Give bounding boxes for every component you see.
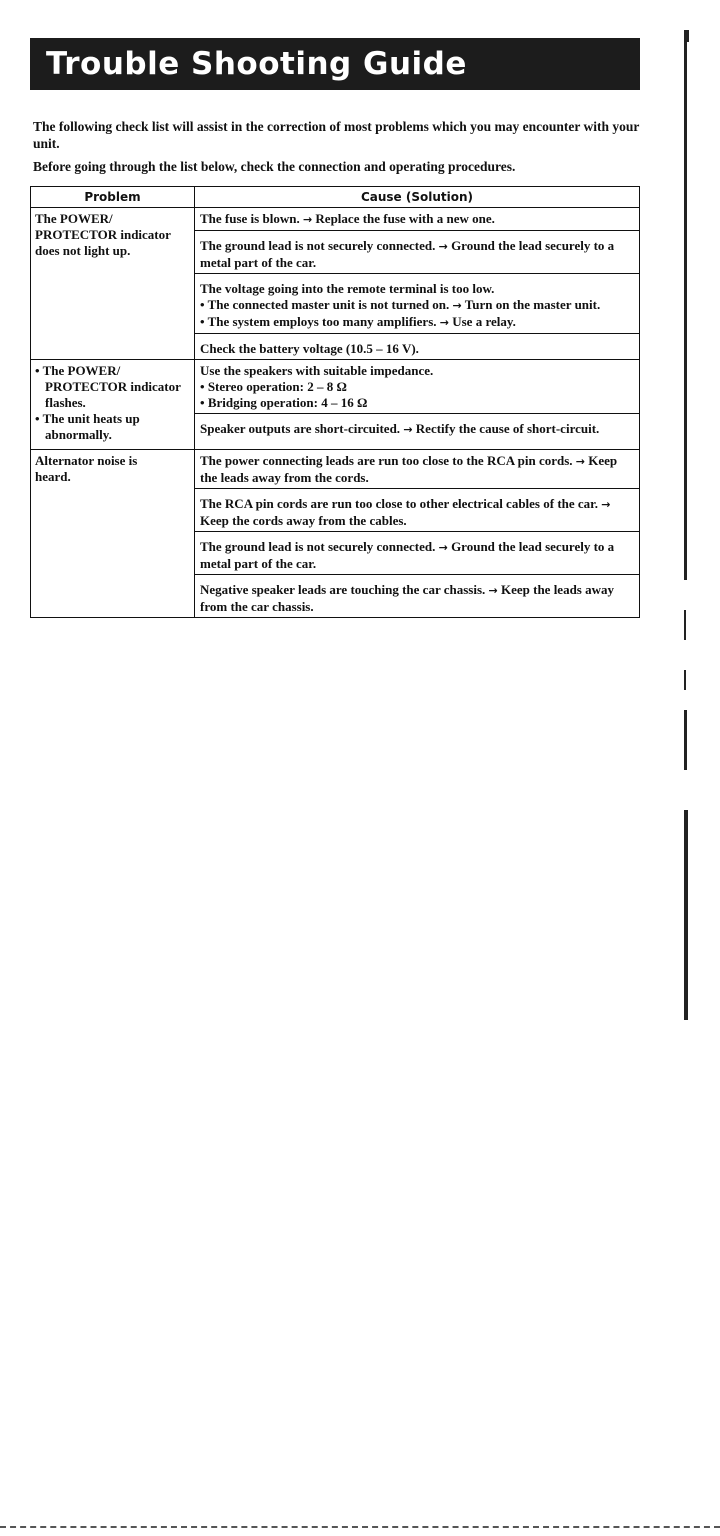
table-header-row	[31, 187, 640, 208]
solution-text: Keep the leads away from the car chassis.	[200, 582, 615, 614]
intro-paragraph: Before going through the list below, check the connection and operating procedures.	[33, 159, 516, 174]
cause-text: Use the speakers with suitable impedance.	[200, 363, 434, 378]
arrow-icon: →	[403, 423, 413, 436]
bullet-icon: •	[200, 297, 205, 312]
solution-text: Replace the fuse with a new one.	[315, 211, 495, 226]
cause-text: Speaker outputs are short-circuited.	[200, 421, 401, 436]
table-row	[31, 208, 640, 360]
cause-text: The system employs too many amplifiers.	[207, 314, 437, 329]
cause-bullet	[200, 297, 634, 314]
cause-item	[195, 579, 639, 617]
solution-text: Use a relay.	[452, 314, 516, 329]
cause-column-header: Cause (Solution)	[195, 187, 640, 208]
problem-text: Alternator noise is	[35, 453, 138, 468]
cause-cell	[195, 208, 640, 360]
bullet-icon: •	[200, 395, 205, 410]
intro-paragraph: The following check list will assist in the correction of most problems which you may encounter with your unit.	[33, 119, 640, 151]
arrow-icon: →	[575, 455, 586, 468]
cause-cell	[195, 360, 640, 450]
cause-text: The ground lead is not securely connected.	[200, 238, 436, 253]
cause-bullet	[200, 379, 634, 395]
bullet-icon: •	[35, 363, 40, 378]
arrow-icon: →	[452, 299, 462, 312]
arrow-icon: →	[439, 316, 449, 329]
table-row	[31, 360, 640, 450]
solution-text: Rectify the cause of short-circuit.	[415, 421, 600, 436]
problem-cell	[31, 208, 195, 360]
problem-text: does not light up.	[35, 243, 131, 258]
cause-item	[195, 208, 639, 231]
problem-text: PROTECTOR indicator	[35, 227, 171, 242]
problem-cell	[31, 450, 195, 618]
problem-text: The unit heats up abnormally.	[42, 411, 140, 442]
cause-text: The ground lead is not securely connected.	[200, 539, 436, 554]
cause-bullet	[200, 395, 634, 411]
cause-text: The voltage going into the remote terminal is too low.	[200, 281, 495, 296]
cause-text: The power connecting leads are run too close to the RCA pin cords.	[200, 453, 573, 468]
problem-text: The POWER/ PROTECTOR indicator flashes.	[42, 363, 181, 410]
solution-text: Turn on the master unit.	[464, 297, 601, 312]
cause-item	[195, 360, 639, 414]
table-row	[31, 450, 640, 618]
page-title: Trouble Shooting Guide	[46, 46, 467, 82]
cause-item	[195, 418, 639, 440]
arrow-icon: →	[438, 541, 448, 554]
cause-item	[195, 338, 639, 359]
cause-item	[195, 278, 639, 334]
scan-bottom-edge	[0, 1526, 720, 1532]
problem-cell	[31, 360, 195, 450]
cause-text: The connected master unit is not turned on.	[207, 297, 450, 312]
scan-edge-artifact	[682, 30, 690, 990]
problem-column-header: Problem	[31, 187, 195, 208]
cause-item	[195, 235, 639, 274]
bullet-icon: •	[200, 379, 205, 394]
problem-bullet	[35, 363, 190, 411]
cause-item	[195, 536, 639, 575]
cause-text: Stereo operation: 2 – 8 Ω	[207, 379, 347, 394]
solution-text: Keep the leads away from the cords.	[200, 453, 618, 485]
cause-item	[195, 450, 639, 489]
page-title-banner	[30, 38, 640, 90]
problem-bullet	[35, 411, 190, 443]
arrow-icon: →	[438, 240, 448, 253]
cause-bullet	[200, 314, 634, 331]
solution-text: Ground the lead securely to a metal part of the car.	[200, 238, 615, 270]
cause-text: Negative speaker leads are touching the car chassis.	[200, 582, 486, 597]
arrow-icon: →	[302, 213, 313, 226]
problem-text: heard.	[35, 469, 71, 484]
cause-text: Bridging operation: 4 – 16 Ω	[207, 395, 368, 410]
troubleshooting-table	[30, 186, 640, 618]
cause-cell	[195, 450, 640, 618]
intro-text	[33, 118, 643, 181]
solution-text: Ground the lead securely to a metal part of the car.	[200, 539, 615, 571]
cause-item	[195, 493, 639, 532]
arrow-icon: →	[601, 498, 611, 511]
problem-text: The POWER/	[35, 211, 113, 226]
cause-text: The RCA pin cords are run too close to other electrical cables of the car.	[200, 496, 598, 511]
solution-text: Keep the cords away from the cables.	[200, 513, 407, 528]
cause-text: Check the battery voltage (10.5 – 16 V).	[200, 341, 419, 356]
bullet-icon: •	[35, 411, 40, 426]
arrow-icon: →	[488, 584, 498, 597]
cause-text: The fuse is blown.	[200, 211, 300, 226]
bullet-icon: •	[200, 314, 205, 329]
